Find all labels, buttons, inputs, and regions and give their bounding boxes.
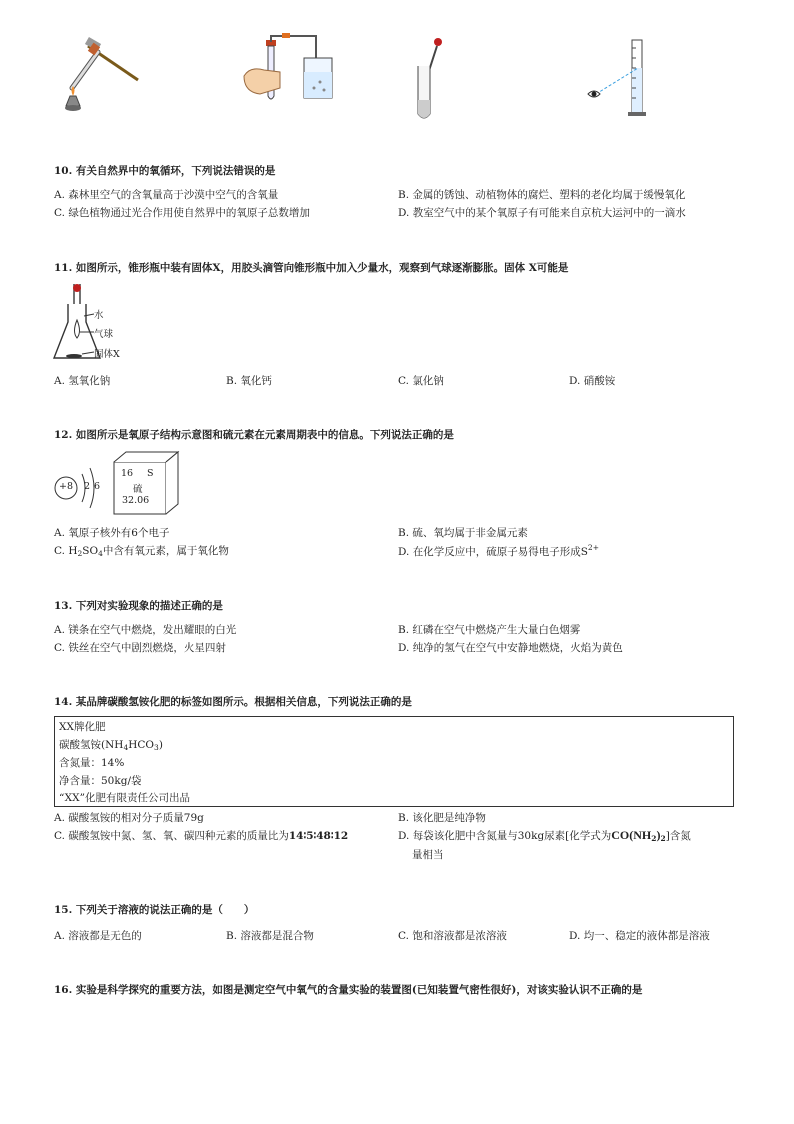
question-10-option-c[interactable]: C. 绿色植物通过光合作用使自然界中的氧原子总数增加 xyxy=(54,207,310,219)
question-13-option-a[interactable]: A. 镁条在空气中燃烧，发出耀眼的白光 xyxy=(54,624,237,636)
figure-label-water: 水 xyxy=(94,310,104,321)
question-12-option-c[interactable]: C. $H_2SO_4$中含有氧元素，属于氧化物 xyxy=(54,545,229,558)
question-15-option-b[interactable]: B. 溶液都是混合物 xyxy=(226,930,314,942)
question-12-stem: 12. 如图所示是氧原子结构示意图和硫元素在元素周期表中的信息。下列说法正确的是 xyxy=(54,429,454,441)
element-atomic-mass: 32.06 xyxy=(122,495,150,506)
question-11-option-b[interactable]: B. 氧化钙 xyxy=(226,375,272,387)
graduated-cylinder-reading-illustration xyxy=(586,38,660,118)
question-14-option-d[interactable]: D. 每袋该化肥中含氮量与30kg尿素[化学式为$CO(NH_2)_2$]含氮 xyxy=(398,828,691,843)
question-11-stem: 11. 如图所示，锥形瓶中装有固体X，用胶头滴管向锥形瓶中加入少量水，观察到气球逐渐膨胀。固体 X可能是 xyxy=(54,262,569,274)
question-10-option-d[interactable]: D. 教室空气中的某个氧原子有可能来自京杭大运河中的一滴水 xyxy=(398,207,686,219)
question-10-option-a[interactable]: A. 森林里空气的含氧量高于沙漠中空气的含氧量 xyxy=(54,189,279,201)
question-10-stem: 10. 有关自然界中的氧循环，下列说法错误的是 xyxy=(54,165,276,177)
nucleus-charge: +8 xyxy=(59,481,74,492)
question-15-stem: 15. 下列关于溶液的说法正确的是（ ） xyxy=(54,904,255,916)
question-10-option-b[interactable]: B. 金属的锈蚀、动植物体的腐烂、塑料的老化均属于缓慢氧化 xyxy=(398,189,686,201)
heating-test-tube-illustration xyxy=(64,36,144,120)
question-12-option-a[interactable]: A. 氧原子核外有6个电子 xyxy=(54,527,170,539)
question-13-option-c[interactable]: C. 铁丝在空气中剧烈燃烧，火星四射 xyxy=(54,642,226,654)
element-symbol: S xyxy=(147,468,154,479)
question-14-option-a[interactable]: A. 碳酸氢铵的相对分子质量79g xyxy=(54,812,204,824)
label-nitrogen-content: 含氮量：14% xyxy=(59,757,125,769)
question-14-option-c[interactable]: C. 碳酸氢铵中氮、氢、氧、碳四种元素的质量比为14∶5∶48∶12 xyxy=(54,830,349,842)
question-14-option-d-continued: 量相当 xyxy=(412,849,444,861)
figure-label-solid-x: 固体X xyxy=(94,349,120,360)
question-14-option-b[interactable]: B. 该化肥是纯净物 xyxy=(398,812,486,824)
label-brand: XX牌化肥 xyxy=(59,721,106,733)
question-13-stem: 13. 下列对实验现象的描述正确的是 xyxy=(54,600,223,612)
label-manufacturer: “XX”化肥有限责任公司出品 xyxy=(59,792,190,804)
figure-label-balloon: 气球 xyxy=(94,329,114,340)
periodic-table-cell-box xyxy=(112,450,182,516)
question-13-option-b[interactable]: B. 红磷在空气中燃烧产生大量白色烟雾 xyxy=(398,624,581,636)
question-11-option-c[interactable]: C. 氯化钠 xyxy=(398,375,444,387)
fertilizer-label-box xyxy=(54,716,734,807)
question-12-option-d[interactable]: D. 在化学反应中，硫原子易得电子形成$S^{2+}$ xyxy=(398,543,599,558)
electron-shell-1: 2 xyxy=(84,481,91,492)
electron-shell-2: 6 xyxy=(94,481,101,492)
question-13-option-d[interactable]: D. 纯净的氢气在空气中安静地燃烧，火焰为黄色 xyxy=(398,642,623,654)
element-atomic-number: 16 xyxy=(121,468,134,479)
element-name: 硫 xyxy=(133,484,143,495)
question-12-option-b[interactable]: B. 硫、氧均属于非金属元素 xyxy=(398,527,528,539)
label-net-weight: 净含量：50kg/袋 xyxy=(59,775,142,787)
question-15-option-d[interactable]: D. 均一、稳定的液体都是溶液 xyxy=(569,930,710,942)
question-11-option-d[interactable]: D. 硝酸铵 xyxy=(569,375,616,387)
question-15-option-a[interactable]: A. 溶液都是无色的 xyxy=(54,930,142,942)
question-11-option-a[interactable]: A. 氢氧化钠 xyxy=(54,375,111,387)
label-product-name: 碳酸氢铵$(NH_4HCO_3)$ xyxy=(59,739,163,752)
question-16-stem: 16. 实验是科学探究的重要方法，如图是测定空气中氧气的含量实验的装置图(已知装置气密性很好)，对该实验认识不正确的是 xyxy=(54,984,643,996)
gas-collection-illustration xyxy=(240,36,350,120)
question-15-option-c[interactable]: C. 饱和溶液都是浓溶液 xyxy=(398,930,507,942)
dropper-test-tube-illustration xyxy=(408,36,448,122)
question-14-stem: 14. 某品牌碳酸氢铵化肥的标签如图所示。根据相关信息，下列说法正确的是 xyxy=(54,696,412,708)
